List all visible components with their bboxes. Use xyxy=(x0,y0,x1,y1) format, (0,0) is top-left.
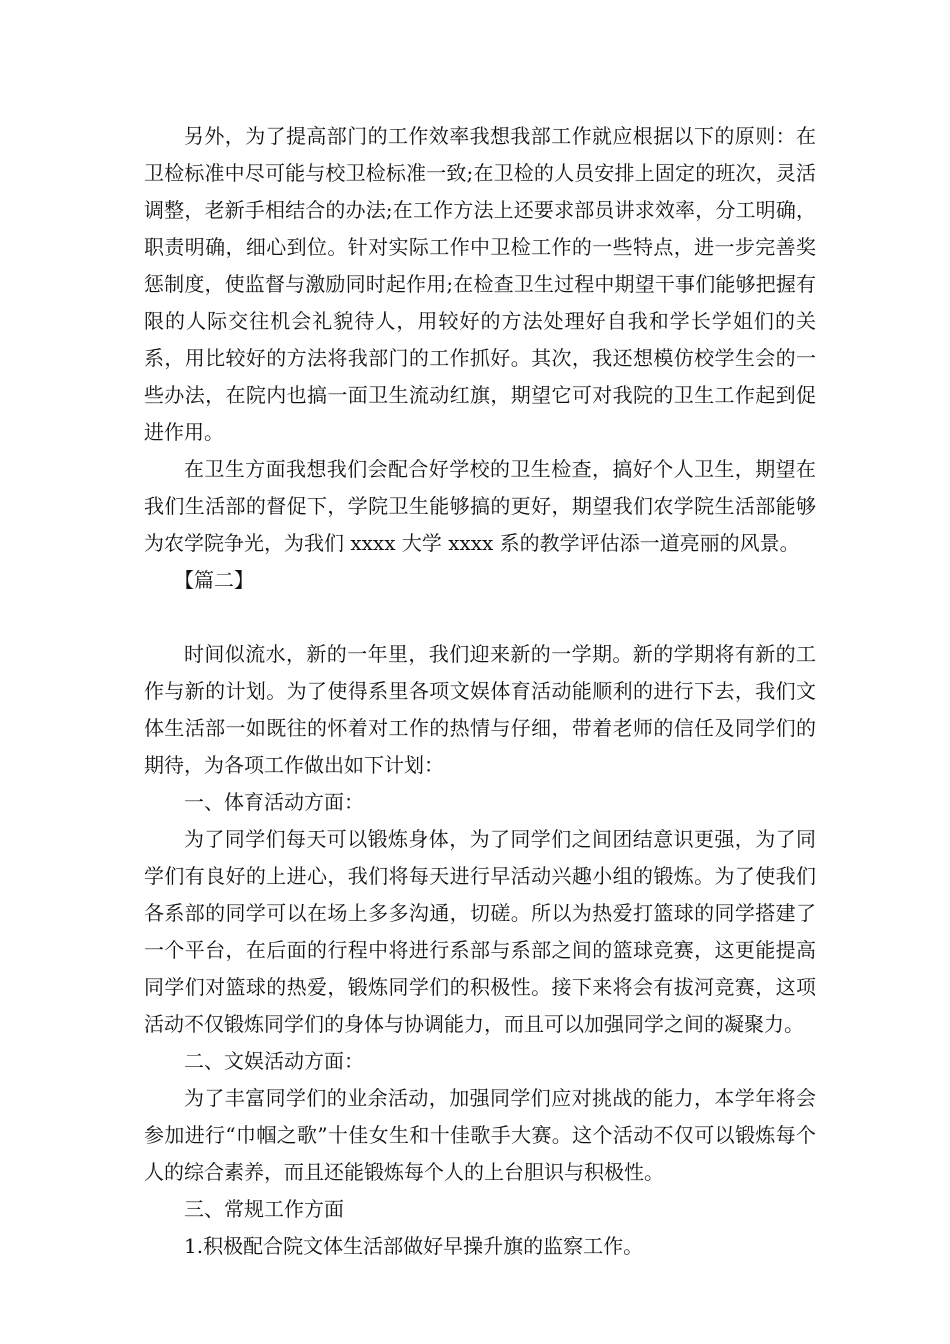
paragraph-entertainment: 为了丰富同学们的业余活动，加强同学们应对挑战的能力，本学年将会参加进行“巾帼之歌”十佳女生和十佳歌手大赛。这个活动不仅可以锻炼每个人的综合素养，而且还能锻炼每个人的上台胆识与积极性。 xyxy=(144,1086,816,1184)
paragraph-work-principles: 另外，为了提高部门的工作效率我想我部工作就应根据以下的原则：在卫检标准中尽可能与校卫检标准一致;在卫检的人员安排上固定的班次，灵活调整，老新手相结合的办法;在工作方法上还要求部员讲求效率，分工明确，职责明确，细心到位。针对实际工作中卫检工作的一些特点，进一步完善奖惩制度，使监督与激励同时起作用;在检查卫生过程中期望干事们能够把握有限的人际交往机会礼貌待人，用较好的方法处理好自我和学长学姐们的关系，用比较好的方法将我部门的工作抓好。其次，我还想模仿校学生会的一些办法，在院内也搞一面卫生流动红旗，期望它可对我院的卫生工作起到促进作用。 xyxy=(144,124,816,444)
list-item-routine-1: 1.积极配合院文体生活部做好早操升旗的监察工作。 xyxy=(184,1234,644,1258)
heading-routine: 三、常规工作方面 xyxy=(184,1197,344,1221)
paragraph-hygiene: 在卫生方面我想我们会配合好学校的卫生检查，搞好个人卫生，期望在我们生活部的督促下，学院卫生能够搞的更好，期望我们农学院生活部能够为农学院争光，为我们 xxxx 大学 xxxx 系的教学评估添一道亮丽的风景。 xyxy=(144,457,816,555)
heading-sports: 一、体育活动方面： xyxy=(184,790,364,814)
heading-entertainment: 二、文娱活动方面： xyxy=(184,1049,364,1073)
section-title: 【篇二】 xyxy=(174,568,254,592)
paragraph-sports: 为了同学们每天可以锻炼身体，为了同学们之间团结意识更强，为了同学们有良好的上进心，我们将每天进行早活动兴趣小组的锻炼。为了使我们各系部的同学可以在场上多多沟通，切磋。所以为热爱打篮球的同学搭建了一个平台，在后面的行程中将进行系部与系部之间的篮球竞赛，这更能提高同学们对篮球的热爱，锻炼同学们的积极性。接下来将会有拔河竞赛，这项活动不仅锻炼同学们的身体与协调能力，而且可以加强同学之间的凝聚力。 xyxy=(144,827,816,1036)
document-body xyxy=(144,118,816,1265)
blank-line xyxy=(144,599,816,636)
paragraph-intro: 时间似流水，新的一年里，我们迎来新的一学期。新的学期将有新的工作与新的计划。为了使得系里各项文娱体育活动能顺利的进行下去，我们文体生活部一如既往的怀着对工作的热情与仔细，带着老师的信任及同学们的期待，为各项工作做出如下计划： xyxy=(144,642,816,777)
